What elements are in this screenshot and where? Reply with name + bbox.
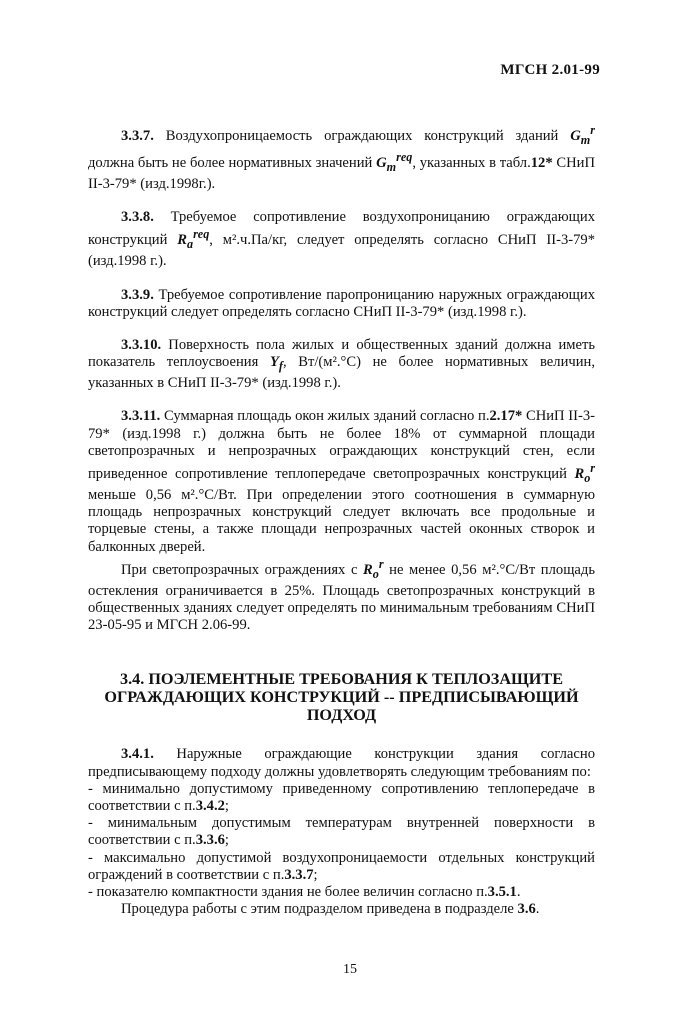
symbol-gm-r: $G_m^r$ bbox=[570, 123, 595, 147]
page-number: 15 bbox=[343, 962, 357, 977]
clause-number: 3.3.10. bbox=[121, 336, 162, 353]
symbol-ra-req: $R_a^{req}$ bbox=[177, 227, 210, 252]
clause-number: 3.4.1. bbox=[121, 746, 154, 763]
list-item: - минимально допустимому приведенному сопротивлению теплопередаче в соответствии с п.3.4.2; bbox=[88, 780, 595, 815]
page-body bbox=[88, 122, 595, 934]
section-title-3-4: 3.4. ПОЭЛЕМЕНТНЫЕ ТРЕБОВАНИЯ К ТЕПЛОЗАЩИТЕ ОГРАЖДАЮЩИХ КОНСТРУКЦИЙ -- ПРЕДПИСЫВАЮЩИЙ ПОДХОД bbox=[104, 670, 579, 725]
clause-number: 3.3.8. bbox=[121, 209, 154, 226]
list-item: - максимально допустимой воздухопроницаемости отдельных конструкций ограждений в соответствии с п.3.3.7; bbox=[88, 849, 595, 883]
paragraph-3-4-1-continued: Процедура работы с этим подразделом приведена в подразделе 3.6. bbox=[121, 901, 540, 918]
list-item: - показателю компактности здания не более величин согласно п.3.5.1. bbox=[88, 884, 521, 901]
paragraph-3-4-1: 3.4.1. Наружные ограждающие конструкции здания согласно предписывающему подходу должны удовлетворять следующим требованиям по: bbox=[88, 746, 595, 780]
clause-number: 3.3.9. bbox=[121, 286, 154, 303]
symbol-ro-r: $R_o^r$ bbox=[574, 461, 595, 485]
symbol-yf: $Y_f$ bbox=[269, 354, 283, 374]
paragraph-3-3-10: 3.3.10. Поверхность пола жилых и общественных зданий должна иметь показатель теплоусвоения $Y_f$, Вт/(м².°С) не более нормативных величин, указанных в СНиП II-3-79* (изд.1998 г.). bbox=[88, 336, 595, 392]
paragraph-3-3-8: 3.3.8. Требуемое сопротивление воздухопроницанию ограждающих конструкций $R_a^{req}$, м².ч.Па/кг, следует определять согласно СНиП II-3-79* (изд.1998 г.). bbox=[88, 209, 595, 270]
paragraph-3-3-7: 3.3.7. Воздухопроницаемость ограждающих конструкций зданий $G_m^r$ должна быть не более нормативных значений $G_m^{req}$, указанных в табл.12* СНиП II-3-79* (изд.1998г.). bbox=[88, 123, 595, 192]
symbol-gm-req: $G_m^{req}$ bbox=[376, 149, 413, 174]
clause-number: 3.3.7. bbox=[121, 127, 154, 144]
clause-number: 3.3.11. bbox=[121, 408, 161, 425]
list-item: - минимальным допустимым температурам внутренней поверхности в соответствии с п.3.3.6; bbox=[88, 815, 595, 849]
paragraph-3-3-11: 3.3.11. Суммарная площадь окон жилых зданий согласно п.2.17* СНиП II-3-79* (изд.1998 г.) должна быть не более 18% от суммарной площади светопрозрачных и непрозрачных ограждающих конструкций стен, если приведенное сопротивление теплопередаче светопрозрачных конструкций $R_o^r$ меньше 0,56 м².°С/Вт. При определении этого соотношения в суммарную площадь непрозрачных конструкций следует включать все продольные и торцевые стены, а также площади непрозрачных частей оконных створок и балконных дверей. bbox=[88, 408, 595, 555]
symbol-ro-r: $R_o^r$ bbox=[363, 556, 384, 581]
paragraph-3-3-9: 3.3.9. Требуемое сопротивление паропроницанию наружных ограждающих конструкций следует определять согласно СНиП II-3-79* (изд.1998 г.). bbox=[88, 286, 595, 320]
document-code-header: МГСН 2.01-99 bbox=[500, 62, 600, 78]
paragraph-3-3-11-continued: При светопрозрачных ограждениях с $R_o^r$ не менее 0,56 м².°С/Вт площадь остекления ограничивается в 25%. Площадь светопрозрачных конструкций в общественных зданиях следует определять по минимальным требованиям СНиП 23-05-95 и МГСН 2.06-99. bbox=[88, 556, 595, 634]
